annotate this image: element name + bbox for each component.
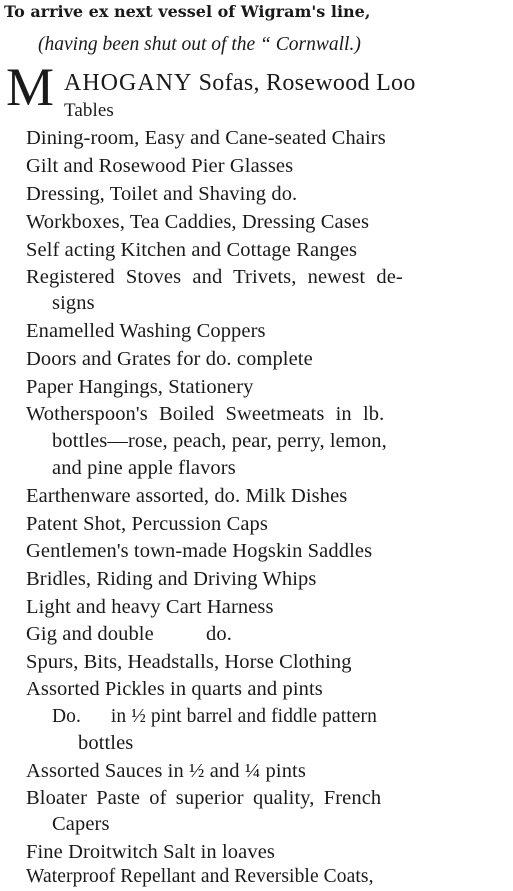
- notice-subheading: (having been shut out of the “ Cornwall.): [38, 34, 361, 55]
- advert-line: Dining-room, Easy and Cane-seated Chairs: [26, 127, 386, 149]
- advert-line: Earthenware assorted, do. Milk Dishes: [26, 485, 348, 507]
- advert-line: Gentlemen's town-made Hogskin Saddles: [26, 540, 373, 562]
- advert-line: Bloater Paste of superior quality, French: [26, 787, 382, 809]
- advert-line: signs: [52, 292, 95, 314]
- advert-line: Workboxes, Tea Caddies, Dressing Cases: [26, 211, 370, 233]
- advert-line: Self acting Kitchen and Cottage Ranges: [26, 239, 358, 261]
- advert-line: Dressing, Toilet and Shaving do.: [26, 183, 298, 205]
- advert-first-line: [64, 70, 416, 96]
- first-line-caps: AHOGANY: [64, 70, 193, 96]
- advert-line: Light and heavy Cart Harness: [26, 596, 274, 618]
- advert-line: Spurs, Bits, Headstalls, Horse Clothing: [26, 651, 352, 673]
- advert-line: Gilt and Rosewood Pier Glasses: [26, 155, 294, 177]
- advert-line: Wotherspoon's Boiled Sweetmeats in lb.: [26, 403, 385, 425]
- advert-line: Paper Hangings, Stationery: [26, 376, 254, 398]
- advert-line: bottles: [78, 732, 134, 754]
- advert-line: Patent Shot, Percussion Caps: [26, 513, 268, 535]
- notice-heading: To arrive ex next vessel of Wigram's line,: [4, 2, 371, 21]
- advert-line: Fine Droitwitch Salt in loaves: [26, 841, 275, 863]
- advert-line: Tables: [64, 100, 114, 121]
- drop-cap: M: [6, 57, 54, 117]
- advert-line: Bridles, Riding and Driving Whips: [26, 568, 317, 590]
- advert-line: Assorted Pickles in quarts and pints: [26, 678, 323, 700]
- advert-line: Doors and Grates for do. complete: [26, 348, 313, 370]
- advert-line: Enamelled Washing Coppers: [26, 320, 266, 342]
- advert-line: Assorted Sauces in ½ and ¼ pints: [26, 760, 306, 782]
- advert-line: Do. in ½ pint barrel and fiddle pattern: [52, 706, 377, 727]
- advert-line: Capers: [52, 813, 110, 835]
- advert-line: Gig and double do.: [26, 623, 232, 645]
- first-line-rest: Sofas, Rosewood Loo: [192, 70, 416, 96]
- advert-line: Registered Stoves and Trivets, newest de-: [26, 266, 403, 288]
- advert-line: and pine apple flavors: [52, 457, 236, 479]
- advert-line: Waterproof Repellant and Reversible Coats,: [26, 866, 374, 887]
- advert-line: bottles—rose, peach, pear, perry, lemon,: [52, 430, 387, 452]
